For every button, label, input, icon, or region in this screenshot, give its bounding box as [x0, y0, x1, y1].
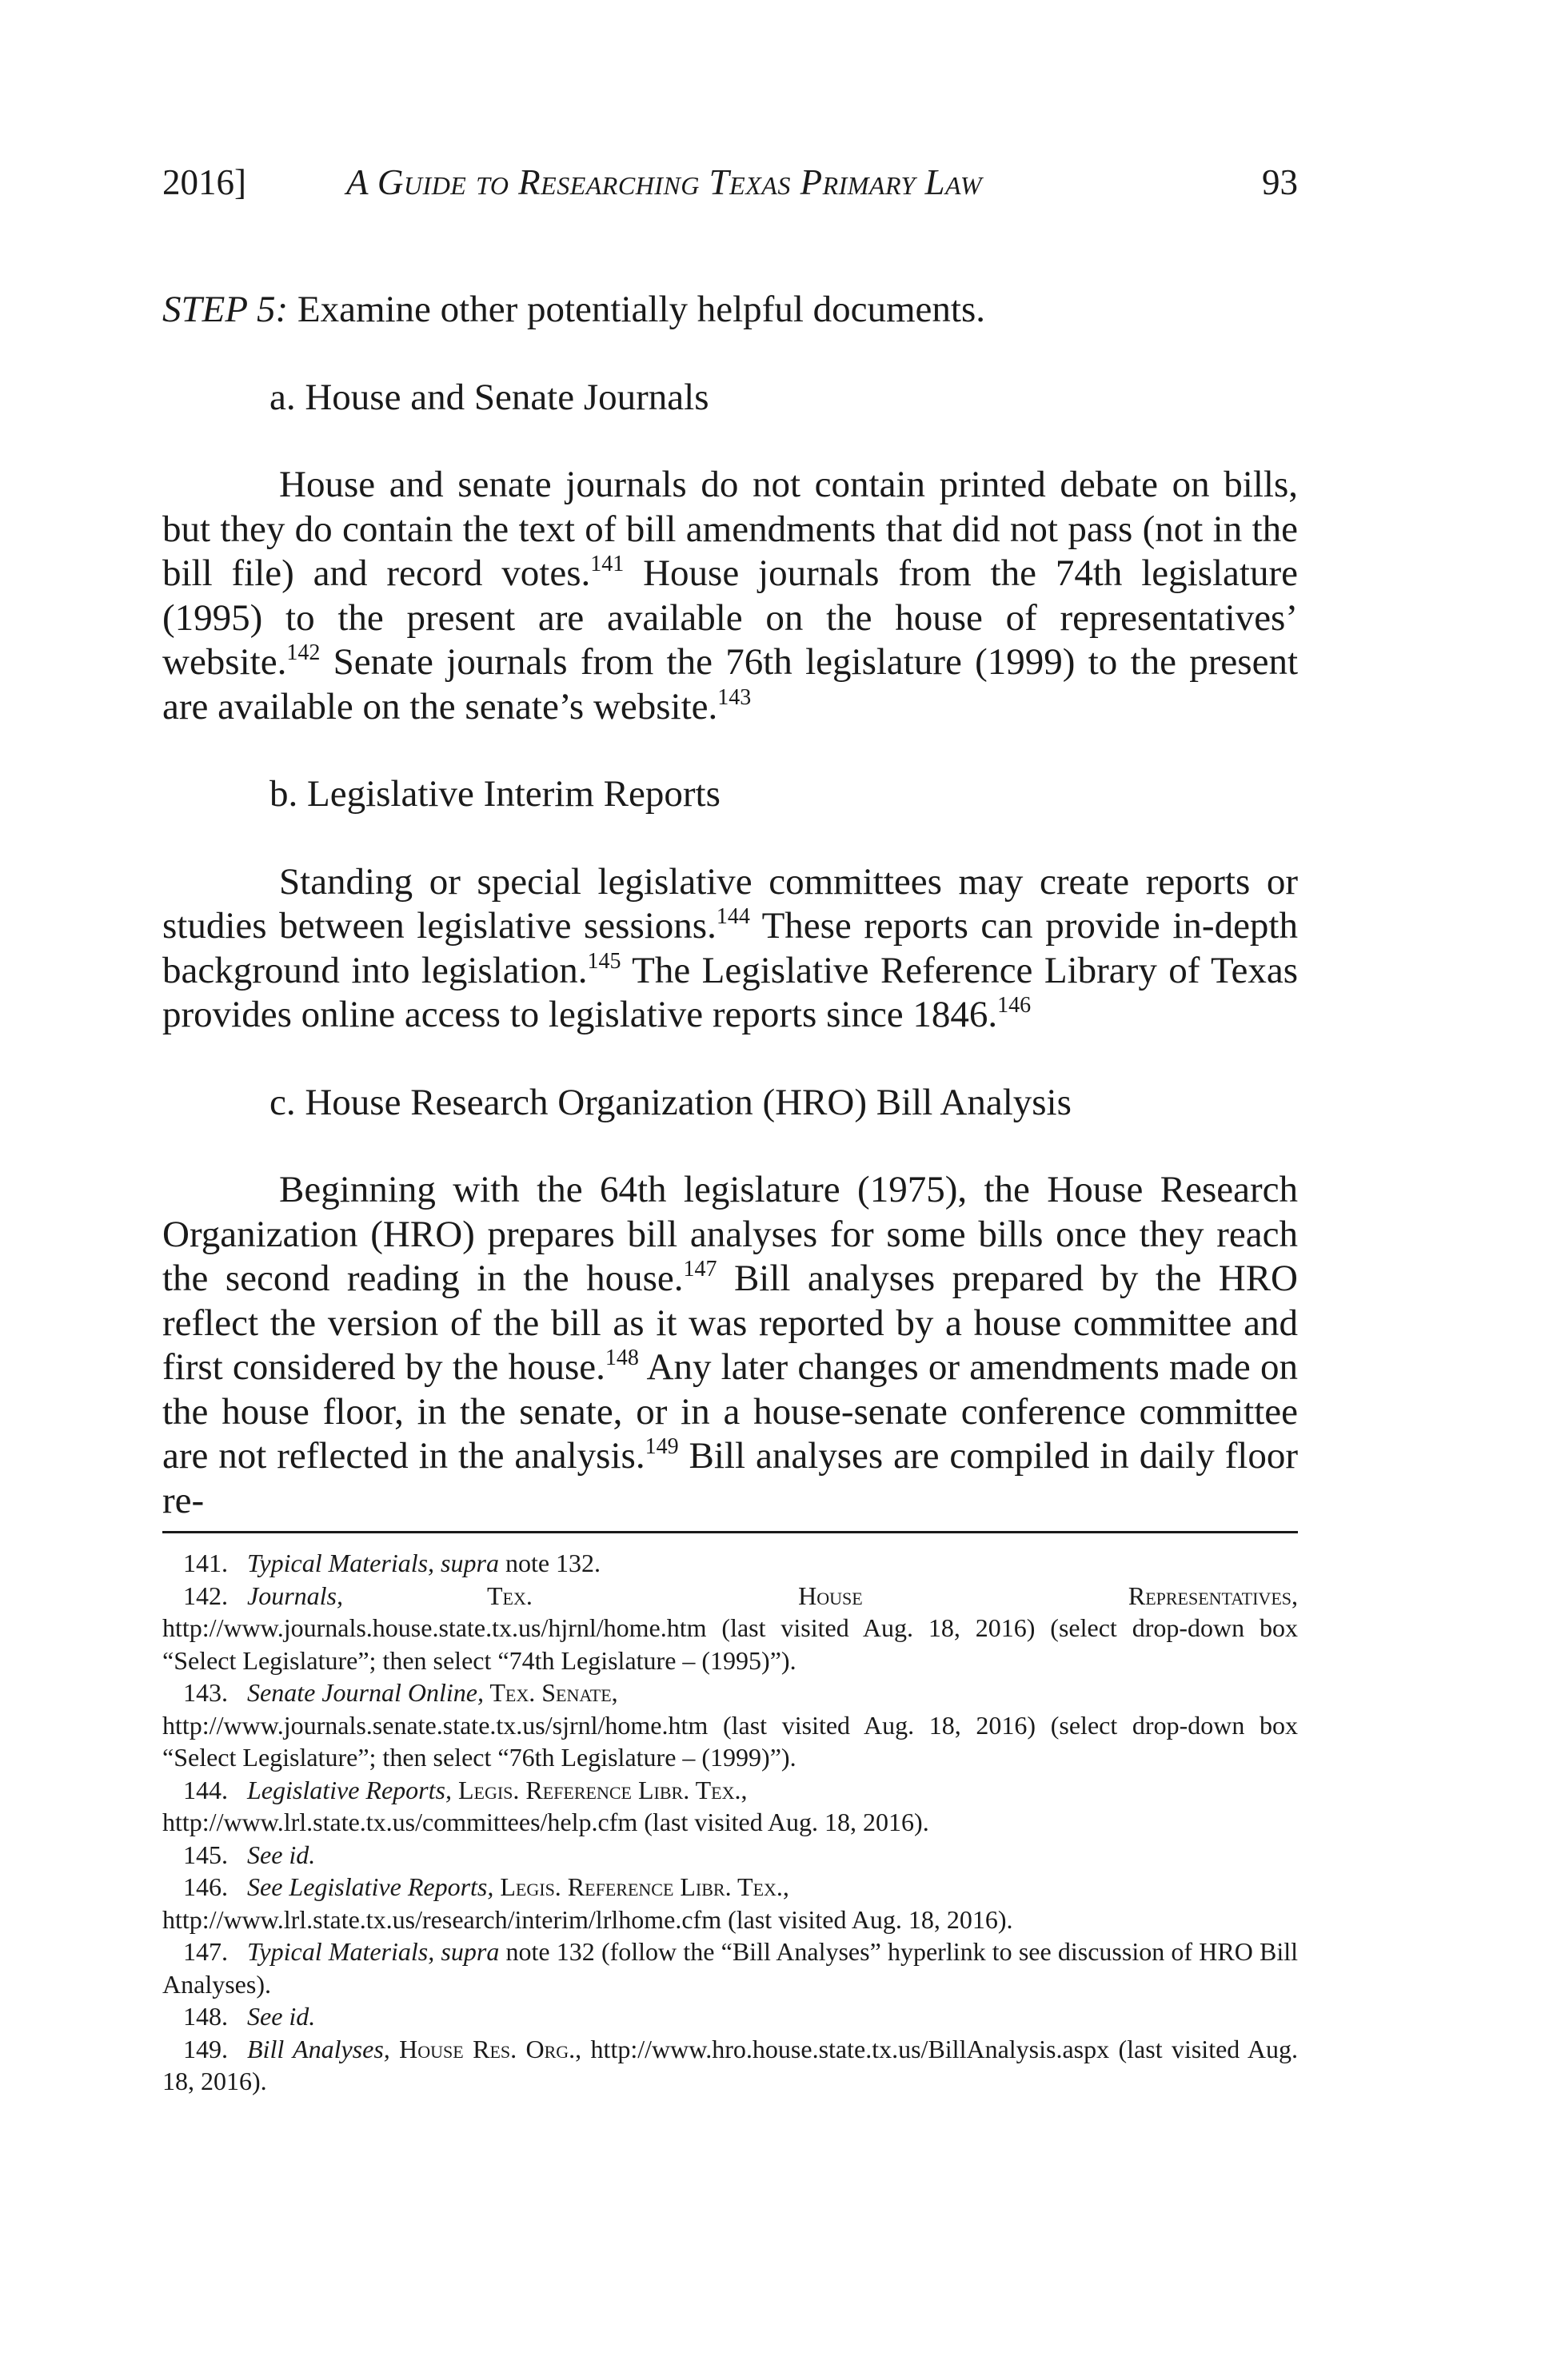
footnote-text: http://www.hro.house.state.tx.us/BillAnalysis.aspx (last visited Aug. 18, 2016). [162, 2034, 1299, 2095]
footnote-text: http://www.lrl.state.tx.us/research/interim/lrlhome.cfm (last visited Aug. 18, 2016). [162, 1904, 1013, 1934]
footnote-ref-144: 144 [716, 904, 750, 929]
footnote-number: 146. [183, 1872, 228, 1901]
footnote-text: note 132 (follow the “Bill Analyses” hyperlink to see discussion of HRO Bill Analyses). [162, 1937, 1299, 1999]
footnote-145 [162, 1839, 1298, 1872]
footnote-ref-143: 143 [717, 684, 752, 710]
text-run: Senate journals from the 76th legislature (1999) to the present are available on the senate’s website. [162, 641, 1298, 728]
footnote-publisher: House [798, 1581, 863, 1610]
footnote-148 [162, 2000, 1298, 2033]
footnotes [162, 1547, 1298, 2098]
footnote-source: Legislative Reports, [247, 1775, 452, 1804]
footnote-text: http://www.journals.house.state.tx.us/hjrnl/home.htm (last visited Aug. 18, 2016) (select drop-down box “Select Legislature”; then select “74th Legislature – (1995)”). [162, 1613, 1298, 1675]
footnote-text: http://www.lrl.state.tx.us/committees/help.cfm (last visited Aug. 18, 2016). [162, 1808, 929, 1836]
text-run: Beginning with the 64th legislature (1975), the House Research Organization (HRO) prepares bill analyses for some bills once they reach the second reading in the house. [162, 1169, 1298, 1299]
footnote-142 [162, 1580, 1298, 1677]
header-page-number: 93 [1262, 162, 1298, 202]
footnote-ref-141: 141 [590, 552, 625, 576]
text-run: House journals from the 74th legislature (1995) to the present are available on the house of representatives’ website. [162, 552, 1298, 683]
footnote-number: 141. [183, 1549, 228, 1577]
footnote-141 [162, 1547, 1298, 1580]
footnote-publisher: Tex. [487, 1581, 533, 1610]
footnote-source: Journals, [247, 1581, 343, 1610]
footnote-147 [162, 1935, 1298, 2000]
header-article-title: A Guide to Researching Texas Primary Law [346, 162, 983, 202]
main-text [162, 288, 1298, 1523]
footnote-publisher: Tex. Senate, [483, 1678, 618, 1707]
text-run: Standing or special legislative committees may create reports or studies between legislative sessions. [162, 860, 1298, 947]
paragraph-hro-analysis [162, 1168, 1298, 1523]
text-run: Bill analyses are compiled in daily floor re- [162, 1435, 1298, 1521]
footnote-144 [162, 1774, 1298, 1839]
section-heading-interim-reports: b. Legislative Interim Reports [269, 773, 721, 815]
running-header [162, 158, 1298, 206]
footnote-number: 144. [183, 1775, 228, 1804]
footnote-146 [162, 1871, 1298, 1935]
footnote-ref-148: 148 [605, 1345, 639, 1370]
text-run: House and senate journals do not contain printed debate on bills, but they do contain the text of bill amendments that did not pass (not in the bill file) and record votes. [162, 464, 1298, 594]
footnote-142-first-line [162, 1580, 1298, 1613]
footnote-ref-146: 146 [997, 993, 1032, 1018]
footnote-number: 148. [183, 2002, 228, 2031]
footnote-source: See id. [247, 2002, 316, 2031]
text-run: The Legislative Reference Library of Texas provides online access to legislative reports since 1846. [162, 949, 1299, 1035]
footnote-ref-147: 147 [683, 1257, 717, 1282]
footnote-text: note 132. [498, 1549, 601, 1577]
section-heading-hro-analysis: c. House Research Organization (HRO) Bill Analysis [269, 1081, 1072, 1123]
text-run: Any later changes or amendments made on the house floor, in the senate, or in a house-senate conference committee are not reflected in the analysis. [162, 1346, 1298, 1477]
footnote-source: See Legislative Reports, [247, 1872, 494, 1901]
footnote-number: 143. [183, 1678, 228, 1707]
footnote-text: http://www.journals.senate.state.tx.us/sjrnl/home.htm (last visited Aug. 18, 2016) (select drop-down box “Select Legislature”; then select “76th Legislature – (1999)”). [162, 1710, 1298, 1772]
paragraph-journals [162, 463, 1298, 729]
header-volume-year: 2016] [162, 162, 246, 202]
footnote-number: 147. [183, 1937, 228, 1966]
footnote-number: 149. [183, 2034, 228, 2063]
footnote-number: 145. [183, 1840, 228, 1869]
paragraph-interim-reports [162, 860, 1298, 1038]
footnote-source: Bill Analyses, [247, 2034, 390, 2063]
footnote-source: Typical Materials, supra [247, 1549, 499, 1577]
footnote-source: Typical Materials, supra [247, 1937, 500, 1966]
footnote-publisher: Legis. Reference Libr. Tex., [451, 1775, 748, 1804]
footnote-143 [162, 1676, 1298, 1774]
step-heading [162, 288, 1298, 333]
step-label: STEP 5: [162, 289, 289, 330]
footnote-publisher: Legis. Reference Libr. Tex., [493, 1872, 789, 1901]
footnote-ref-149: 149 [645, 1434, 679, 1459]
section-heading-journals: a. House and Senate Journals [269, 376, 709, 418]
footnote-divider [162, 1531, 1298, 1533]
text-run: These reports can provide in-depth background into legislation. [162, 905, 1298, 991]
footnote-149 [162, 2033, 1298, 2098]
footnote-number: 142. [183, 1581, 228, 1610]
step-text: Examine other potentially helpful documents. [288, 289, 986, 330]
footnote-publisher: House Res. Org., [389, 2034, 582, 2063]
text-run: Bill analyses prepared by the HRO reflect the version of the bill as it was reported by a house committee and first considered by the house. [162, 1258, 1298, 1388]
footnote-source: Senate Journal Online, [247, 1678, 484, 1707]
footnote-ref-145: 145 [587, 948, 621, 974]
footnote-ref-142: 142 [286, 640, 321, 665]
footnote-publisher: Representatives, [1128, 1581, 1298, 1610]
footnote-source: See id. [247, 1840, 316, 1869]
